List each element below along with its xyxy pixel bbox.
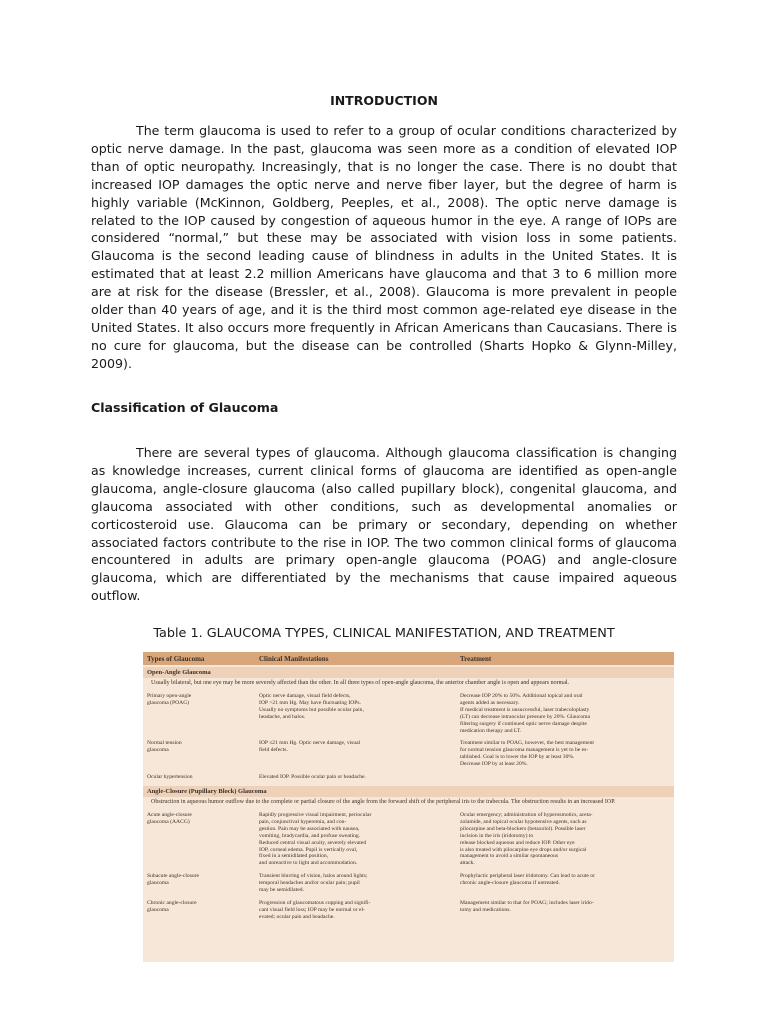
table-section-open-angle: Open-Angle Glaucoma [143, 667, 674, 678]
table-section-note: Usually bilateral, but one eye may be more severely affected than the other. In all three types of open-angle glaucoma, the anterior chamber angle is open and appears normal. [151, 680, 570, 686]
table-cell-treatment: Ocular emergency; administration of hyperosmotics, aceta- zolamide, and topical ocular hypotensive agents, such as pilocarpine and beta-blockers (betaxolol). Possible laser incision in the iris (iridotomy) to release blocked aqueous and reduce IOP. Other eye is also treated with pilocarpine eye drops and/or surgical management to avoid a similar spontaneous attack. [460, 811, 593, 867]
table-row [143, 870, 674, 897]
table-row [143, 771, 674, 784]
table-row [143, 737, 674, 771]
table-header-treatment: Treatment [460, 654, 492, 663]
table-cell-manifestations: Transient blurring of vision, halos around lights; temporal headaches and/or ocular pain; pupil may be semidilated. [259, 873, 368, 894]
classification-paragraph-text: There are several types of glaucoma. Although glaucoma classification is changing as knowledge increases, current clinical forms of glaucoma are identified as open-angle glaucoma, angle-closure glaucoma (also called pupillary block), congenital glaucoma, and glaucoma associated with other conditions, such as developmental anomalies or corticosteroid use. Glaucoma can be primary or secondary, depending on whether associated factors contribute to the rise in IOP. The two common clinical forms of glaucoma encountered in adults are primary open-angle glaucoma (POAG) and angle-closure glaucoma, which are differentiated by the mechanisms that cause impaired aqueous outflow. [91, 445, 677, 604]
intro-paragraph-text: The term glaucoma is used to refer to a group of ocular conditions characterized by optic nerve damage. In the past, glaucoma was seen more as a condition of elevated IOP than of optic neuropathy. Increasingly, that is no longer the case. There is no doubt that increased IOP damages the optic nerve and nerve fiber layer, but the degree of harm is highly variable (McKinnon, Goldberg, Peeples, et al., 2008). The optic nerve damage is related to the IOP caused by congestion of aqueous humor in the eye. A range of IOPs are considered “normal,” but these may be associated with vision loss in some patients. Glaucoma is the second leading cause of blindness in adults in the United States. It is estimated that at least 2.2 million Americans have glaucoma and that 3 to 6 million more are at risk for the disease (Bressler, et al., 2008). Glaucoma is more prevalent in people older than 40 years of age, and it is the third most common age-related eye disease in the United States. It also occurs more frequently in African Americans than Caucasians. There is no cure for glaucoma, but the disease can be controlled (Sharts Hopko & Glynn-Milley, 2009). [91, 123, 677, 371]
table-cell-type: Primary open-angle glaucoma (POAG) [147, 693, 192, 706]
table-cell-treatment: Decrease IOP 20% to 50%. Additional topical and oral agents added as necessary. If medical treatment is unsuccessful, laser trabeculoplasty (LT) can decrease intraocular pressure by 20%. Glaucoma filtering surgery if continued optic nerve damage despite medication therapy and LT. [460, 693, 590, 734]
table-header-row [143, 652, 674, 665]
page-title: INTRODUCTION [330, 93, 438, 108]
table-cell-manifestations: Progression of glaucomatous cupping and signifi- cant visual field loss; IOP may be normal or el- evated; ocular pain and headache. [259, 899, 371, 920]
table-cell-treatment [456, 774, 674, 781]
table-section-note: Obstruction in aqueous humor outflow due to the complete or partial closure of the angle from the forward shift of the peripheral iris to the trabecula. The obstruction results in an increased IOP. [151, 798, 616, 805]
table-row [143, 690, 674, 737]
table-cell-type: Normal tension glaucoma [147, 740, 182, 754]
table-cell-manifestations: IOP ≤21 mm Hg. Optic nerve damage, visual field defects. [259, 740, 361, 754]
table-cell-type: Ocular hypertension [147, 774, 193, 781]
table-cell-treatment: Treatment similar to POAG, however, the best management for normal tension glaucoma management is yet to be es- tablished. Goal is to lower the IOP by at least 30%. Decrease IOP by at least 20%. [460, 740, 594, 768]
classification-paragraph [91, 444, 677, 605]
table-header-manifestations: Clinical Manifestations [259, 654, 329, 663]
section-heading: Classification of Glaucoma [91, 400, 279, 415]
table-caption: Table 1. GLAUCOMA TYPES, CLINICAL MANIFESTATION, AND TREATMENT [153, 626, 615, 641]
table-row [143, 809, 674, 870]
table-cell-treatment: Management similar to that for POAG; includes laser irido- tomy and medications. [460, 899, 594, 913]
table-cell-manifestations: Optic nerve damage, visual field defects, IOP >21 mm Hg. May have fluctuating IOPs. Usually no symptoms but possible ocular pain, headache, and halos. [259, 693, 364, 720]
table-row [143, 897, 674, 924]
intro-paragraph [91, 122, 677, 373]
table-cell-type: Chronic angle-closure glaucoma [147, 899, 197, 913]
table-cell-manifestations: Elevated IOP. Possible ocular pain or headache. [259, 774, 366, 781]
table-cell-treatment: Prophylactic peripheral laser iridotomy. Can lead to acute or chronic angle-closure glaucoma if untreated. [460, 873, 595, 887]
table-cell-manifestations: Rapidly progressive visual impairment, periocular pain, conjunctival hyperemia, and con- gestion. Pain may be associated with nausea, vomiting, bradycardia, and profuse sweating. Reduced central visual acuity, severely elevated IOP, corneal edema. Pupil is vertically oval, fixed in a semidilated position, and unreactive to light and accommodation. [259, 811, 372, 867]
table-header-types: Types of Glaucoma [147, 654, 205, 663]
table-cell-type: Acute angle-closure glaucoma (AACG) [147, 811, 192, 825]
table-section-angle-closure: Angle-Closure (Pupillary Block) Glaucoma [143, 786, 674, 797]
table-cell-type: Subacute angle-closure glaucoma [147, 873, 200, 887]
glaucoma-table [143, 652, 674, 962]
